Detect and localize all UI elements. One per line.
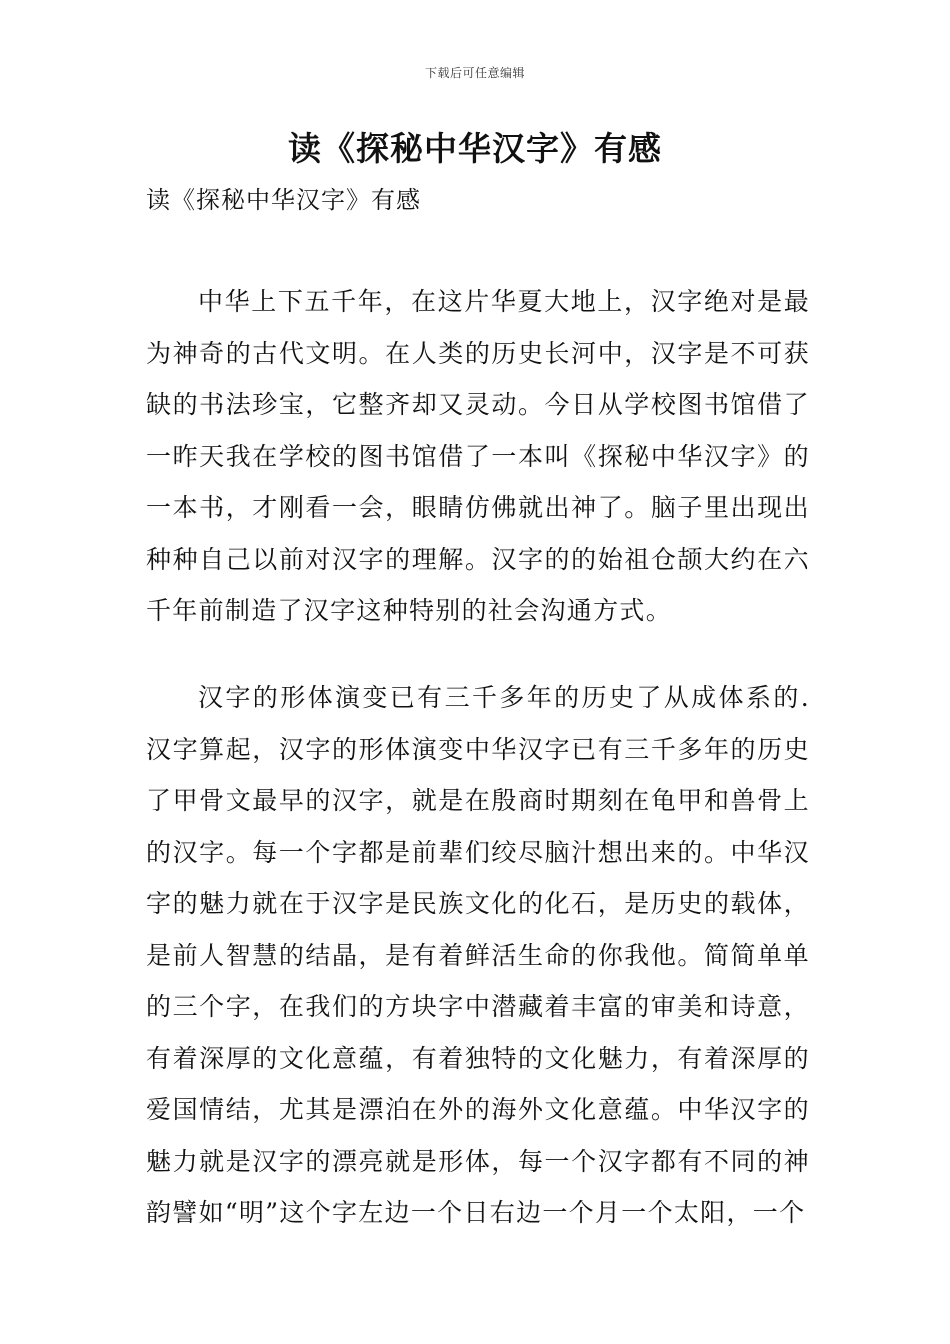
document-title: 读《探秘中华汉字》有感 xyxy=(288,129,662,168)
body-paragraph: 中华上下五千年，在这片华夏大地上，汉字绝对是最为神奇的古代文明。在人类的历史长河中，汉字是不可获缺的书法珍宝，它整齐却又灵动。今日从学校图书馆借了一昨天我在学校的图书馆借了一本叫《探秘中华汉字》的一本书，才刚看一会，眼睛仿佛就出神了。脑子里出现出种种自己以前对汉字的理解。汉字的的始祖仓颉大约在六千年前制造了汉字这种特别的社会沟通方式。 xyxy=(146,287,810,625)
header-note: 下载后可任意编辑 xyxy=(424,66,525,80)
body-paragraph-1-block xyxy=(146,276,810,637)
body-paragraph-2-block xyxy=(146,672,810,1239)
document-subtitle: 读《探秘中华汉字》有感 xyxy=(146,186,421,214)
body-paragraph: 汉字的形体演变已有三千多年的历史了从成体系的.汉字算起，汉字的形体演变中华汉字已有三千多年的历史了甲骨文最早的汉字，就是在殷商时期刻在龟甲和兽骨上的汉字。每一个字都是前辈们绞尽脑汁想出来的。中华汉字的魅力就在于汉字是民族文化的化石，是历史的载体，是前人智慧的结晶，是有着鲜活生命的你我他。简简单单的三个字，在我们的方块字中潜藏着丰富的审美和诗意，有着深厚的文化意蕴，有着独特的文化魅力，有着深厚的爱国情结，尤其是漂泊在外的海外文化意蕴。中华汉字的魅力就是汉字的漂亮就是形体，每一个汉字都有不同的神韵譬如“明”这个字左边一个日右边一个月一个太阳，一个 xyxy=(146,683,810,1227)
